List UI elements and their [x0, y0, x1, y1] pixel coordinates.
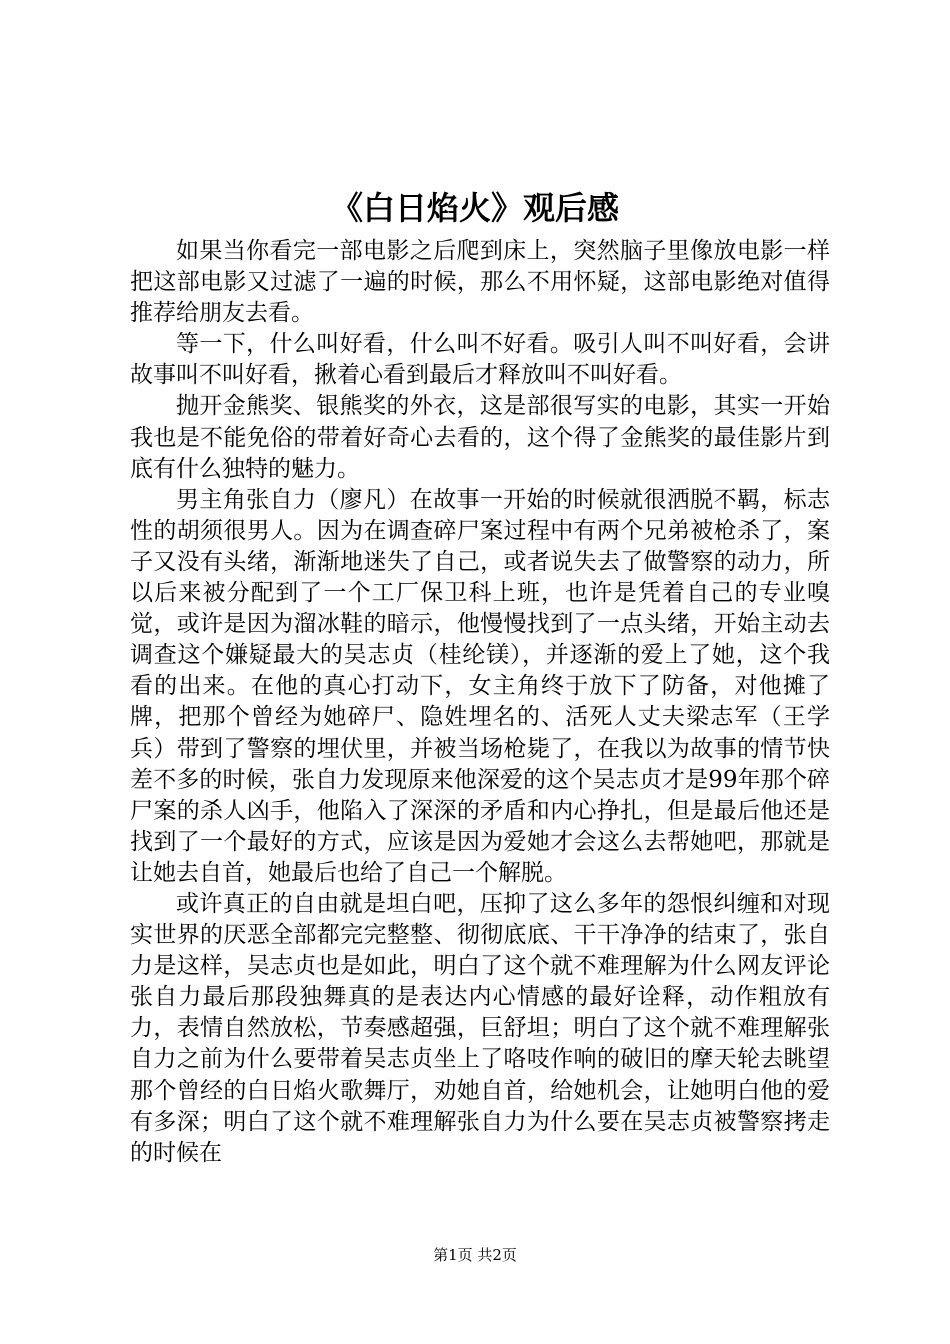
- page-footer: 第1页 共2页: [433, 1246, 517, 1264]
- paragraph: 等一下，什么叫好看，什么叫不好看。吸引人叫不叫好看，会讲故事叫不叫好看，揪着心看到最后才释放叫不叫好看。: [130, 331, 830, 389]
- paragraph: 抛开金熊奖、银熊奖的外衣，这是部很写实的电影，其实一开始我也是不能免俗的带着好奇心去看的，这个得了金熊奖的最佳影片到底有什么独特的魅力。: [130, 393, 830, 482]
- document-title: 《白日焰火》观后感: [330, 189, 619, 227]
- document-body: [130, 236, 830, 1169]
- paragraph: 男主角张自力（廖凡）在故事一开始的时候就很洒脱不羁，标志性的胡须很男人。因为在调查碎尸案过程中有两个兄弟被枪杀了，案子又没有头绪，渐渐地迷失了自己，或者说失去了做警察的动力，所以后来被分配到了一个工厂保卫科上班，也许是凭着自己的专业嗅觉，或许是因为溜冰鞋的暗示，他慢慢找到了一点头绪，开始主动去调查这个嫌疑最大的吴志贞（桂纶镁），并逐渐的爱上了她，这个我看的出来。在他的真心打动下，女主角终于放下了防备，对他摊了牌，把那个曾经为她碎尸、隐姓埋名的、活死人丈夫梁志军（王学兵）带到了警察的埋伏里，并被当场枪毙了，在我以为故事的情节快差不多的时候，张自力发现原来他深爱的这个吴志贞才是99年那个碎尸案的杀人凶手，他陷入了深深的矛盾和内心挣扎，但是最后他还是找到了一个最好的方式，应该是因为爱她才会这么去帮她吧，那就是让她去自首，她最后也给了自己一个解脱。: [130, 486, 830, 886]
- paragraph: 或许真正的自由就是坦白吧，压抑了这么多年的怨恨纠缠和对现实世界的厌恶全部都完完整整、彻彻底底、干干净净的结束了，张自力是这样，吴志贞也是如此，明白了这个就不难理解为什么网友评论张自力最后那段独舞真的是表达内心情感的最好诠释，动作粗放有力，表情自然放松，节奏感超强，巨舒坦；明白了这个就不难理解张自力之前为什么要带着吴志贞坐上了咯吱作响的破旧的摩天轮去眺望那个曾经的白日焰火歌舞厅，劝她自首，给她机会，让她明白他的爱有多深；明白了这个就不难理解张自力为什么要在吴志贞被警察拷走的时候在: [130, 890, 830, 1166]
- paragraph: 如果当你看完一部电影之后爬到床上，突然脑子里像放电影一样把这部电影又过滤了一遍的时候，那么不用怀疑，这部电影绝对值得推荐给朋友去看。: [130, 238, 830, 327]
